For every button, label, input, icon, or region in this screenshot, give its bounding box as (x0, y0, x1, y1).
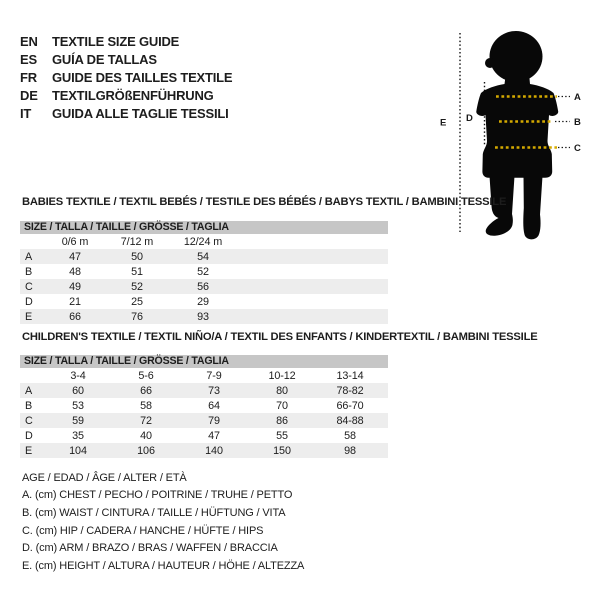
value-cell: 49 (69, 280, 81, 293)
table-row (20, 279, 388, 294)
language-row-de (20, 86, 232, 104)
row-label-cell: A (25, 250, 33, 263)
language-list (20, 33, 232, 122)
language-code: ES (20, 52, 37, 68)
child-silhouette-figure (425, 18, 600, 262)
row-label-cell: B (25, 399, 33, 412)
row-label-cell: E (25, 310, 33, 323)
value-cell: 47 (208, 429, 220, 442)
value-cell: 66 (140, 384, 152, 397)
table-row (20, 249, 388, 264)
table-row (20, 309, 388, 324)
language-row-es (20, 51, 232, 69)
value-cell: 106 (137, 444, 155, 457)
row-label-cell: D (25, 295, 33, 308)
children-size-header-bar: SIZE / TALLA / TAILLE / GRÖSSE / TAGLIA (20, 355, 388, 368)
column-header-row (20, 234, 388, 249)
language-label: GUIDE DES TAILLES TEXTILE (52, 69, 233, 85)
language-row-it (20, 104, 232, 122)
language-row-en (20, 33, 232, 51)
value-cell: 52 (131, 280, 143, 293)
language-code: IT (20, 105, 32, 121)
row-label-cell: A (25, 384, 33, 397)
column-header-cell: 3-4 (70, 369, 86, 382)
column-header-cell: 5-6 (138, 369, 154, 382)
value-cell: 59 (72, 414, 84, 427)
value-cell: 66 (69, 310, 81, 323)
value-cell: 47 (69, 250, 81, 263)
value-cell: 140 (205, 444, 223, 457)
row-label-cell: D (25, 429, 33, 442)
value-cell: 52 (197, 265, 209, 278)
value-cell: 48 (69, 265, 81, 278)
value-cell: 66-70 (336, 399, 364, 412)
language-label: GUIDA ALLE TAGLIE TESSILI (52, 105, 229, 121)
value-cell: 84-88 (336, 414, 364, 427)
value-cell: 64 (208, 399, 220, 412)
table-row (20, 398, 388, 413)
value-cell: 79 (208, 414, 220, 427)
value-cell: 58 (140, 399, 152, 412)
value-cell: 50 (131, 250, 143, 263)
chest-label: A (574, 92, 581, 103)
value-cell: 78-82 (336, 384, 364, 397)
value-cell: 150 (273, 444, 291, 457)
table-row (20, 428, 388, 443)
language-code: FR (20, 69, 37, 85)
height-label: E (440, 117, 447, 129)
value-cell: 60 (72, 384, 84, 397)
babies-table (20, 221, 388, 324)
legend-age-line: AGE / EDAD / ÂGE / ALTER / ETÀ (22, 471, 187, 484)
column-header-cell: 13-14 (336, 369, 364, 382)
babies-table-title: BABIES TEXTILE / TEXTIL BEBÉS / TESTILE DES BÉBÉS / BABYS TEXTIL / BAMBINI TESSILE (22, 196, 507, 208)
column-header-cell: 7-9 (206, 369, 222, 382)
value-cell: 98 (344, 444, 356, 457)
value-cell: 29 (197, 295, 209, 308)
value-cell: 51 (131, 265, 143, 278)
language-label: GUÍA DE TALLAS (52, 52, 157, 68)
table-row (20, 383, 388, 398)
value-cell: 40 (140, 429, 152, 442)
column-header-cell: 7/12 m (120, 235, 154, 248)
value-cell: 80 (276, 384, 288, 397)
value-cell: 56 (197, 280, 209, 293)
arm-label: D (466, 113, 473, 124)
legend-waist-line: B. (cm) WAIST / CINTURA / TAILLE / HÜFTUNG / VITA (22, 506, 286, 519)
value-cell: 58 (344, 429, 356, 442)
legend-chest-line: A. (cm) CHEST / PECHO / POITRINE / TRUHE / PETTO (22, 489, 293, 502)
column-header-cell: 12/24 m (183, 235, 223, 248)
measurement-legend (22, 469, 304, 575)
row-label-cell: C (25, 280, 33, 293)
value-cell: 70 (276, 399, 288, 412)
column-header-cell: 0/6 m (61, 235, 89, 248)
value-cell: 93 (197, 310, 209, 323)
table-row (20, 264, 388, 279)
hip-label: C (574, 143, 581, 154)
column-header-row (20, 368, 388, 383)
value-cell: 104 (69, 444, 87, 457)
language-code: DE (20, 87, 38, 103)
legend-hip-line: C. (cm) HIP / CADERA / HANCHE / HÜFTE / HIPS (22, 524, 264, 537)
babies-table-rows (20, 234, 388, 324)
value-cell: 72 (140, 414, 152, 427)
children-table-title: CHILDREN'S TEXTILE / TEXTIL NIÑO/A / TEXTIL DES ENFANTS / KINDERTEXTIL / BAMBINI TESSILE (22, 331, 538, 343)
babies-size-header-bar: SIZE / TALLA / TAILLE / GRÖSSE / TAGLIA (20, 221, 388, 234)
language-label: TEXTILGRÖßENFÜHRUNG (52, 87, 214, 103)
value-cell: 25 (131, 295, 143, 308)
value-cell: 73 (208, 384, 220, 397)
value-cell: 55 (276, 429, 288, 442)
table-row (20, 294, 388, 309)
language-code: EN (20, 34, 38, 50)
row-label-cell: B (25, 265, 33, 278)
column-header-cell: 10-12 (268, 369, 296, 382)
value-cell: 35 (72, 429, 84, 442)
value-cell: 54 (197, 250, 209, 263)
legend-arm-line: D. (cm) ARM / BRAZO / BRAS / WAFFEN / BRACCIA (22, 542, 278, 555)
child-silhouette (476, 31, 558, 239)
value-cell: 53 (72, 399, 84, 412)
children-table-rows (20, 368, 388, 458)
waist-label: B (574, 117, 581, 128)
value-cell: 21 (69, 295, 81, 308)
value-cell: 86 (276, 414, 288, 427)
children-table (20, 355, 388, 458)
row-label-cell: C (25, 414, 33, 427)
legend-height-line: E. (cm) HEIGHT / ALTURA / HAUTEUR / HÖHE / ALTEZZA (22, 559, 305, 572)
row-label-cell: E (25, 444, 33, 457)
language-row-fr (20, 69, 232, 87)
table-row (20, 443, 388, 458)
value-cell: 76 (131, 310, 143, 323)
language-label: TEXTILE SIZE GUIDE (52, 34, 180, 50)
table-row (20, 413, 388, 428)
